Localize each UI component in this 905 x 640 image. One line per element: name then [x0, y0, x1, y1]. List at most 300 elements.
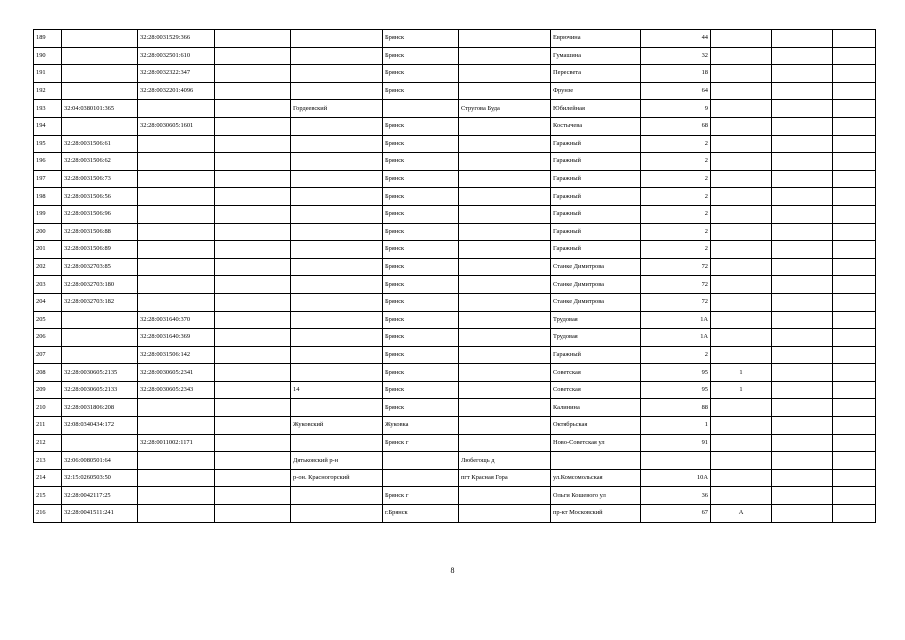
cell-house-number: 2: [641, 241, 711, 259]
cell-row-number: 198: [34, 188, 62, 206]
cell-apartment: [772, 47, 833, 65]
cell-row-number: 190: [34, 47, 62, 65]
cell-apartment: [772, 452, 833, 470]
cell-building-cadastral-number: 32:28:0031529:366: [138, 30, 215, 48]
cell-cadastral-number: [62, 30, 138, 48]
cell-city: Брянск: [383, 65, 459, 83]
cell-settlement: [459, 505, 551, 523]
cell-district: [291, 241, 383, 259]
cell-street: Гаражный: [551, 241, 641, 259]
cell-building-cadastral-number: [138, 399, 215, 417]
cell-extra-number: [215, 223, 291, 241]
cell-cadastral-number: 32:06:0080501:64: [62, 452, 138, 470]
cell-apartment: [772, 364, 833, 382]
cell-district: Жуковский: [291, 417, 383, 435]
table-row: [34, 241, 876, 259]
cell-city: Брянск: [383, 329, 459, 347]
table-row: [34, 117, 876, 135]
cell-row-number: 192: [34, 82, 62, 100]
cell-settlement: [459, 153, 551, 171]
cell-apartment: [772, 434, 833, 452]
cell-building-cadastral-number: [138, 293, 215, 311]
cell-apartment: [772, 417, 833, 435]
cell-house-number: 95: [641, 364, 711, 382]
cell-row-number: 206: [34, 329, 62, 347]
table-row: [34, 505, 876, 523]
cell-settlement: [459, 65, 551, 83]
cell-building-cadastral-number: 32:28:0030605:2341: [138, 364, 215, 382]
cell-city: г.Брянск: [383, 505, 459, 523]
cell-building-cadastral-number: 32:28:0031640:370: [138, 311, 215, 329]
cell-district: р-он. Красногорский: [291, 469, 383, 487]
cell-district: [291, 276, 383, 294]
cell-district: [291, 258, 383, 276]
cell-street: Гаражный: [551, 170, 641, 188]
cell-apartment: [772, 82, 833, 100]
cell-house-number: 32: [641, 47, 711, 65]
table-row: [34, 47, 876, 65]
cell-note: [833, 153, 876, 171]
cell-row-number: 204: [34, 293, 62, 311]
cell-street: Гумашина: [551, 47, 641, 65]
cell-district: [291, 188, 383, 206]
cell-city: Брянск г: [383, 434, 459, 452]
cell-extra-number: [215, 346, 291, 364]
cell-apartment: [772, 223, 833, 241]
cell-apartment: [772, 205, 833, 223]
property-table: [33, 29, 876, 523]
cell-settlement: [459, 346, 551, 364]
table-row: [34, 329, 876, 347]
cell-cadastral-number: 32:08:0340434:172: [62, 417, 138, 435]
cell-building: [711, 346, 772, 364]
cell-note: [833, 223, 876, 241]
cell-city: Брянск: [383, 399, 459, 417]
cell-settlement: [459, 47, 551, 65]
cell-settlement: [459, 364, 551, 382]
cell-extra-number: [215, 399, 291, 417]
cell-row-number: 203: [34, 276, 62, 294]
cell-note: [833, 311, 876, 329]
cell-row-number: 216: [34, 505, 62, 523]
cell-note: [833, 135, 876, 153]
cell-settlement: Любегощь д: [459, 452, 551, 470]
cell-house-number: 2: [641, 223, 711, 241]
cell-house-number: 88: [641, 399, 711, 417]
cell-house-number: 64: [641, 82, 711, 100]
cell-note: [833, 364, 876, 382]
cell-note: [833, 452, 876, 470]
cell-city: Брянск: [383, 293, 459, 311]
table-row: [34, 188, 876, 206]
cell-row-number: 212: [34, 434, 62, 452]
cell-settlement: [459, 135, 551, 153]
cell-city: Брянск: [383, 311, 459, 329]
cell-settlement: [459, 399, 551, 417]
cell-house-number: 2: [641, 346, 711, 364]
cell-extra-number: [215, 82, 291, 100]
cell-house-number: 91: [641, 434, 711, 452]
cell-cadastral-number: 32:28:0031506:89: [62, 241, 138, 259]
cell-cadastral-number: 32:28:0030605:2135: [62, 364, 138, 382]
cell-cadastral-number: 32:28:0031506:88: [62, 223, 138, 241]
cell-district: [291, 346, 383, 364]
cell-extra-number: [215, 364, 291, 382]
cell-settlement: [459, 258, 551, 276]
cell-city: Брянск: [383, 223, 459, 241]
cell-district: Дятьковский р-н: [291, 452, 383, 470]
cell-row-number: 202: [34, 258, 62, 276]
cell-extra-number: [215, 188, 291, 206]
cell-building: [711, 188, 772, 206]
cell-street: Станке Димитрова: [551, 276, 641, 294]
cell-cadastral-number: 32:15:0260503:50: [62, 469, 138, 487]
cell-note: [833, 346, 876, 364]
cell-building-cadastral-number: [138, 505, 215, 523]
cell-house-number: 72: [641, 293, 711, 311]
cell-house-number: 44: [641, 30, 711, 48]
cell-street: Гаражный: [551, 188, 641, 206]
cell-settlement: [459, 381, 551, 399]
cell-note: [833, 241, 876, 259]
cell-row-number: 196: [34, 153, 62, 171]
cell-cadastral-number: 32:28:0031806:208: [62, 399, 138, 417]
cell-city: Брянск: [383, 258, 459, 276]
cell-note: [833, 329, 876, 347]
cell-district: [291, 311, 383, 329]
cell-building: [711, 452, 772, 470]
cell-house-number: 9: [641, 100, 711, 118]
cell-district: [291, 399, 383, 417]
cell-extra-number: [215, 469, 291, 487]
cell-street: Ново-Советская ул: [551, 434, 641, 452]
cell-note: [833, 487, 876, 505]
cell-street: Гаражный: [551, 205, 641, 223]
cell-city: Брянск: [383, 188, 459, 206]
cell-row-number: 201: [34, 241, 62, 259]
cell-building-cadastral-number: [138, 487, 215, 505]
cell-building: [711, 223, 772, 241]
cell-house-number: 2: [641, 135, 711, 153]
cell-house-number: 2: [641, 153, 711, 171]
cell-settlement: Струговa Буда: [459, 100, 551, 118]
cell-building-cadastral-number: [138, 258, 215, 276]
cell-city: Брянск: [383, 381, 459, 399]
cell-extra-number: [215, 487, 291, 505]
cell-city: Жуковка: [383, 417, 459, 435]
cell-district: Гордеевский: [291, 100, 383, 118]
cell-apartment: [772, 487, 833, 505]
cell-settlement: [459, 329, 551, 347]
cell-city: Брянск: [383, 205, 459, 223]
cell-city: Брянск: [383, 30, 459, 48]
cell-district: [291, 82, 383, 100]
cell-street: Гаражный: [551, 223, 641, 241]
cell-building-cadastral-number: 32:28:0011002:1171: [138, 434, 215, 452]
cell-district: [291, 364, 383, 382]
table-row: [34, 100, 876, 118]
cell-extra-number: [215, 153, 291, 171]
cell-row-number: 211: [34, 417, 62, 435]
cell-apartment: [772, 276, 833, 294]
table-row: [34, 346, 876, 364]
cell-apartment: [772, 293, 833, 311]
cell-note: [833, 469, 876, 487]
table-row: [34, 82, 876, 100]
table-row: [34, 469, 876, 487]
cell-row-number: 207: [34, 346, 62, 364]
cell-note: [833, 82, 876, 100]
cell-note: [833, 293, 876, 311]
cell-district: [291, 329, 383, 347]
cell-house-number: 72: [641, 276, 711, 294]
table-row: [34, 276, 876, 294]
cell-extra-number: [215, 205, 291, 223]
table-body: [34, 30, 876, 523]
cell-row-number: 199: [34, 205, 62, 223]
cell-building-cadastral-number: [138, 469, 215, 487]
cell-district: [291, 205, 383, 223]
cell-row-number: 197: [34, 170, 62, 188]
cell-note: [833, 188, 876, 206]
cell-building: [711, 276, 772, 294]
cell-district: [291, 135, 383, 153]
cell-note: [833, 258, 876, 276]
cell-street: Фрунзе: [551, 82, 641, 100]
cell-building: [711, 170, 772, 188]
cell-note: [833, 47, 876, 65]
table-row: [34, 452, 876, 470]
table-row: [34, 223, 876, 241]
cell-cadastral-number: 32:28:0031506:73: [62, 170, 138, 188]
cell-city: [383, 100, 459, 118]
cell-street: ул.Комсомольская: [551, 469, 641, 487]
cell-building-cadastral-number: [138, 135, 215, 153]
table-row: [34, 364, 876, 382]
cell-settlement: [459, 434, 551, 452]
cell-district: [291, 30, 383, 48]
cell-note: [833, 205, 876, 223]
cell-apartment: [772, 399, 833, 417]
cell-house-number: 95: [641, 381, 711, 399]
cell-building-cadastral-number: 32:28:0032322:347: [138, 65, 215, 83]
table-row: [34, 258, 876, 276]
cell-street: Трудовая: [551, 311, 641, 329]
table-row: [34, 311, 876, 329]
cell-note: [833, 434, 876, 452]
cell-settlement: [459, 82, 551, 100]
cell-extra-number: [215, 100, 291, 118]
cell-extra-number: [215, 276, 291, 294]
cell-city: Брянск: [383, 276, 459, 294]
table-row: [34, 434, 876, 452]
cell-row-number: 193: [34, 100, 62, 118]
cell-city: [383, 452, 459, 470]
cell-street: Советская: [551, 381, 641, 399]
cell-note: [833, 505, 876, 523]
cell-cadastral-number: 32:28:0031506:62: [62, 153, 138, 171]
cell-extra-number: [215, 434, 291, 452]
cell-apartment: [772, 170, 833, 188]
cell-note: [833, 30, 876, 48]
table-row: [34, 487, 876, 505]
cell-district: [291, 47, 383, 65]
cell-note: [833, 399, 876, 417]
cell-building: [711, 100, 772, 118]
cell-building: 1: [711, 364, 772, 382]
cell-street: Калинина: [551, 399, 641, 417]
cell-house-number: 1А: [641, 311, 711, 329]
cell-street: Юбилейная: [551, 100, 641, 118]
cell-city: [383, 469, 459, 487]
cell-cadastral-number: [62, 434, 138, 452]
cell-building: [711, 117, 772, 135]
cell-street: Октябрьская: [551, 417, 641, 435]
cell-note: [833, 417, 876, 435]
cell-settlement: [459, 205, 551, 223]
cell-settlement: [459, 293, 551, 311]
cell-cadastral-number: [62, 311, 138, 329]
cell-cadastral-number: 32:28:0031506:96: [62, 205, 138, 223]
cell-building: [711, 82, 772, 100]
cell-cadastral-number: 32:28:0031506:61: [62, 135, 138, 153]
cell-extra-number: [215, 170, 291, 188]
cell-city: Брянск: [383, 135, 459, 153]
cell-note: [833, 100, 876, 118]
cell-row-number: 210: [34, 399, 62, 417]
cell-cadastral-number: [62, 82, 138, 100]
cell-house-number: 18: [641, 65, 711, 83]
cell-city: Брянск: [383, 364, 459, 382]
cell-note: [833, 381, 876, 399]
cell-street: Станке Димитрова: [551, 293, 641, 311]
cell-extra-number: [215, 30, 291, 48]
cell-building-cadastral-number: [138, 153, 215, 171]
cell-settlement: [459, 487, 551, 505]
cell-settlement: [459, 223, 551, 241]
cell-city: Брянск: [383, 241, 459, 259]
cell-extra-number: [215, 381, 291, 399]
cell-apartment: [772, 311, 833, 329]
cell-settlement: [459, 117, 551, 135]
table-row: [34, 205, 876, 223]
table-row: [34, 65, 876, 83]
cell-building: [711, 205, 772, 223]
page-number: 8: [450, 566, 455, 575]
cell-cadastral-number: [62, 329, 138, 347]
cell-note: [833, 170, 876, 188]
cell-building: [711, 487, 772, 505]
cell-apartment: [772, 153, 833, 171]
cell-cadastral-number: [62, 346, 138, 364]
cell-row-number: 189: [34, 30, 62, 48]
table-row: [34, 153, 876, 171]
cell-house-number: 72: [641, 258, 711, 276]
cell-street: Еврючина: [551, 30, 641, 48]
table-row: [34, 381, 876, 399]
cell-extra-number: [215, 117, 291, 135]
cell-building-cadastral-number: 32:28:0032201:4096: [138, 82, 215, 100]
cell-extra-number: [215, 258, 291, 276]
cell-extra-number: [215, 417, 291, 435]
cell-street: Станке Димитрова: [551, 258, 641, 276]
cell-cadastral-number: 32:28:0041511:241: [62, 505, 138, 523]
cell-cadastral-number: 32:28:0032703:180: [62, 276, 138, 294]
cell-building: [711, 153, 772, 171]
cell-extra-number: [215, 241, 291, 259]
cell-building: [711, 258, 772, 276]
cell-district: [291, 65, 383, 83]
cell-city: Брянск: [383, 47, 459, 65]
cell-building: [711, 434, 772, 452]
cell-extra-number: [215, 452, 291, 470]
cell-extra-number: [215, 47, 291, 65]
cell-building-cadastral-number: 32:28:0030605:2343: [138, 381, 215, 399]
cell-district: [291, 505, 383, 523]
cell-building-cadastral-number: 32:28:0030605:1601: [138, 117, 215, 135]
cell-building-cadastral-number: [138, 188, 215, 206]
cell-house-number: 10А: [641, 469, 711, 487]
cell-apartment: [772, 241, 833, 259]
cell-building-cadastral-number: [138, 100, 215, 118]
cell-settlement: [459, 311, 551, 329]
cell-district: [291, 293, 383, 311]
cell-cadastral-number: 32:28:0032703:182: [62, 293, 138, 311]
cell-city: Брянск: [383, 153, 459, 171]
cell-street: Гаражный: [551, 153, 641, 171]
cell-extra-number: [215, 311, 291, 329]
table-row: [34, 30, 876, 48]
cell-building: [711, 399, 772, 417]
cell-street: Ольги Кошевого ул: [551, 487, 641, 505]
cell-cadastral-number: 32:04:0380101:365: [62, 100, 138, 118]
cell-building-cadastral-number: [138, 276, 215, 294]
cell-district: [291, 153, 383, 171]
cell-apartment: [772, 65, 833, 83]
cell-extra-number: [215, 135, 291, 153]
cell-row-number: 191: [34, 65, 62, 83]
cell-house-number: 2: [641, 205, 711, 223]
table-row: [34, 170, 876, 188]
cell-row-number: 205: [34, 311, 62, 329]
cell-district: [291, 170, 383, 188]
cell-house-number: 68: [641, 117, 711, 135]
cell-building: [711, 311, 772, 329]
cell-street: Костычева: [551, 117, 641, 135]
cell-building: 1: [711, 381, 772, 399]
cell-note: [833, 65, 876, 83]
cell-apartment: [772, 381, 833, 399]
cell-apartment: [772, 30, 833, 48]
cell-house-number: 36: [641, 487, 711, 505]
cell-extra-number: [215, 505, 291, 523]
cell-building: [711, 329, 772, 347]
cell-settlement: [459, 276, 551, 294]
cell-building: [711, 65, 772, 83]
cell-row-number: 200: [34, 223, 62, 241]
cell-building-cadastral-number: [138, 241, 215, 259]
cell-apartment: [772, 117, 833, 135]
cell-note: [833, 117, 876, 135]
cell-house-number: [641, 452, 711, 470]
cell-cadastral-number: 32:28:0031506:56: [62, 188, 138, 206]
cell-extra-number: [215, 65, 291, 83]
cell-settlement: [459, 241, 551, 259]
cell-row-number: 214: [34, 469, 62, 487]
cell-city: Брянск: [383, 82, 459, 100]
cell-house-number: 1: [641, 417, 711, 435]
cell-cadastral-number: 32:28:0032703:85: [62, 258, 138, 276]
